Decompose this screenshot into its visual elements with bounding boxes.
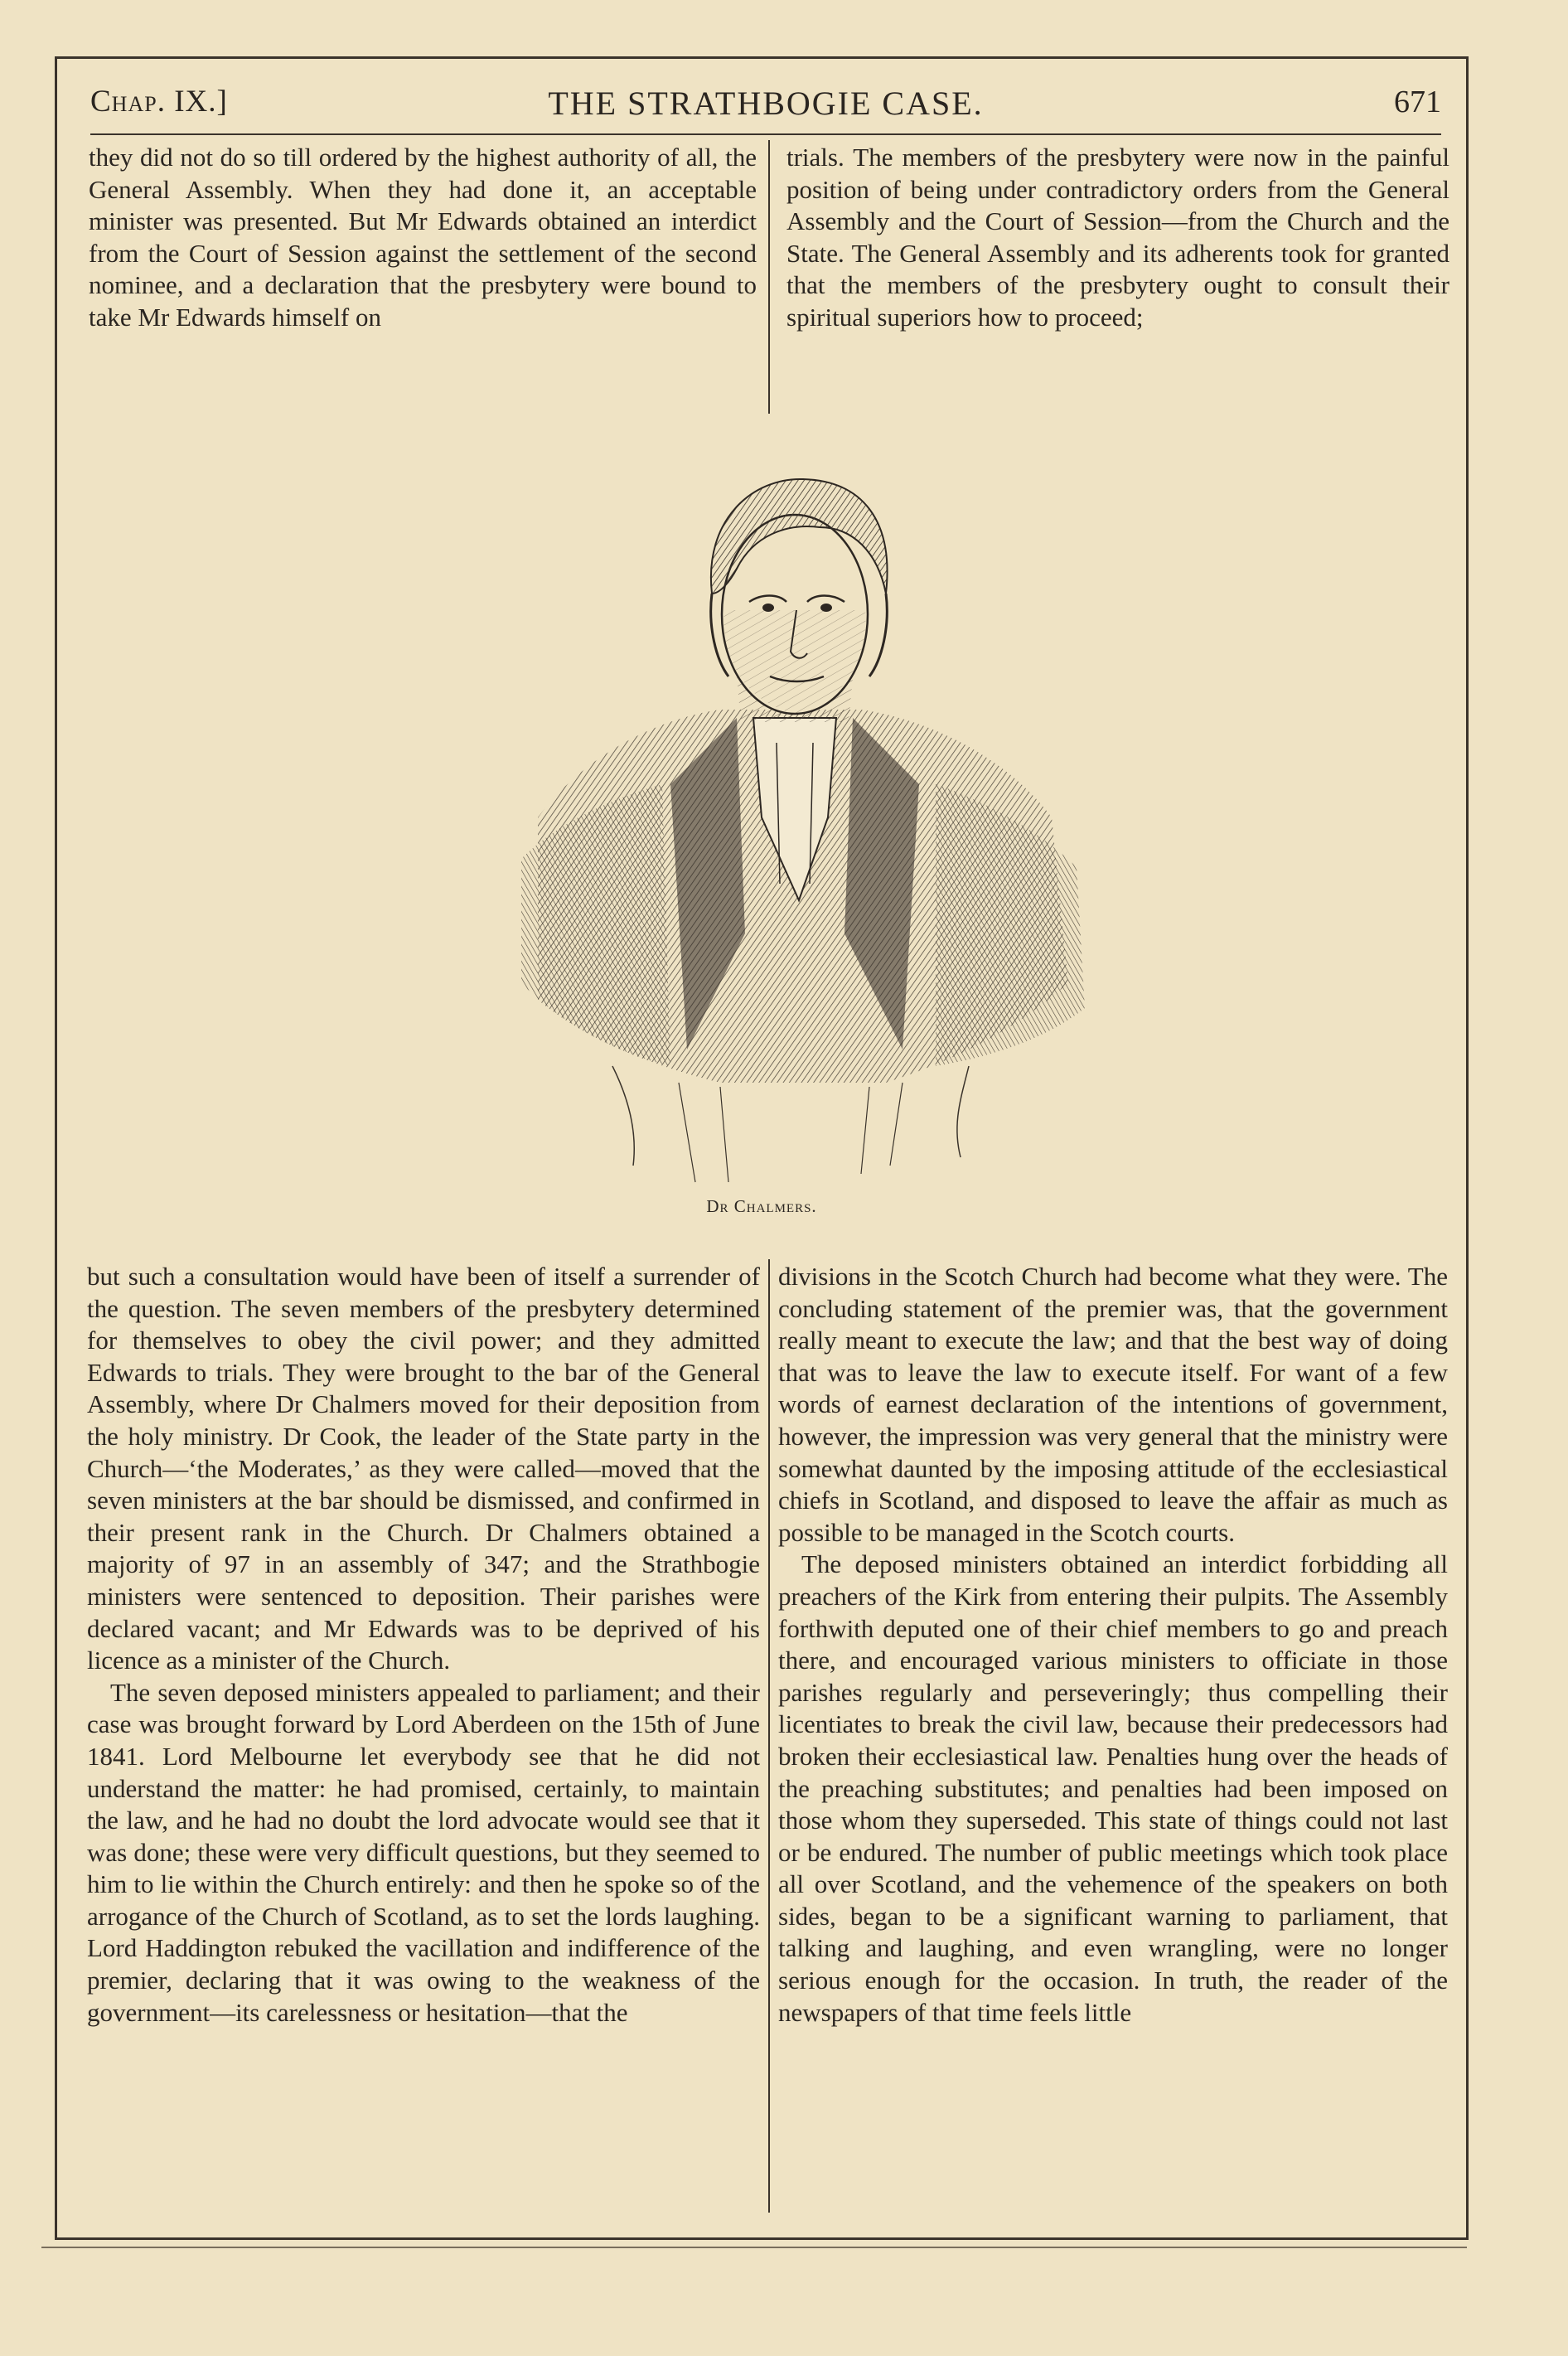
top-left-column	[89, 142, 757, 334]
paragraph: trials. The members of the presbytery were now in the painful position of being under contradictory orders from the General Assembly and the Court of Session—from the Church and the State. The General Assembly and its adherents took for granted that the members of the presbytery ought to consult their spiritual superiors how to proceed;	[786, 143, 1449, 332]
page-title: THE STRATHBOGIE CASE.	[548, 85, 984, 122]
column-divider	[768, 1259, 770, 2213]
column-divider	[768, 140, 770, 414]
paragraph: divisions in the Scotch Church had become what they were. The concluding statement of the premier was, that the government really meant to execute the law; and that the best way of doing that was to leave the law to execute itself. For want of a few words of earnest declaration of the intentions of government, however, the impression was very general that the ministry were somewhat daunted by the imposing attitude of the ecclesiastical chiefs in Scotland, and disposed to leave the affair as much as possible to be managed in the Scotch courts.	[778, 1262, 1448, 1547]
paragraph: but such a consultation would have been of itself a surrender of the question. The seven members of the presbytery determined for themselves to obey the civil power; and they admitted Edwards to trials. They were brought to the bar of the General Assembly, where Dr Chalmers moved for their deposition from the holy ministry. Dr Cook, the leader of the State party in the Church—‘the Moderates,’ as they were called—moved that the seven ministers at the bar should be dismissed, and confirmed in their present rank in the Church. Dr Chalmers obtained a majority of 97 in an assembly of 347; and the Strathbogie ministers were sentenced to deposition. Their parishes were declared vacant; and Mr Edwards was to be deprived of his licence as a minister of the Church.	[87, 1262, 760, 1675]
running-head	[90, 80, 1441, 135]
bottom-left-column	[87, 1261, 760, 2029]
bottom-right-column	[778, 1261, 1448, 2029]
chapter-label: Chap. IX.]	[90, 85, 228, 119]
page-number: 671	[1394, 85, 1441, 119]
figure-caption: Dr Chalmers.	[706, 1196, 817, 1216]
portrait-engraving	[472, 469, 1118, 1215]
paragraph: they did not do so till ordered by the highest authority of all, the General Assembly. When they had done it, an acceptable minister was presented. But Mr Edwards obtained an interdict from the Court of Session against the settlement of the second nominee, and a declaration that the presbytery were bound to take Mr Edwards himself on	[89, 143, 757, 332]
paragraph: The deposed ministers obtained an interdict forbidding all preachers of the Kirk from entering their pulpits. The Assembly forthwith deputed one of their chief members to go and preach there, and encouraged various ministers to officiate in those parishes regularly and perseveringly; thus compelling their licentiates to break the civil law, because their predecessors had broken their ecclesiastical law. Penalties hung over the heads of the preaching substitutes; and penalties had been imposed on those whom they superseded. This state of things could not last or be endured. The number of public meetings which took place all over Scotland, and the vehemence of the speakers on both sides, began to be a significant warning to parliament, that talking and laughing, and even wrangling, were no longer serious enough for the occasion. In truth, the reader of the newspapers of that time feels little	[778, 1549, 1448, 2027]
paragraph: The seven deposed ministers appealed to parliament; and their case was brought forward by Lord Aberdeen on the 15th of June 1841. Lord Melbourne let everybody see that he did not understand the matter: he had promised, certainly, to maintain the law, and he had no doubt the lord advocate would see that it was done; these were very difficult questions, but they seemed to him to lie within the Church entirely: and then he spoke so of the arrogance of the Church of Scotland, as to set the lords laughing. Lord Haddington rebuked the vacillation and indifference of the premier, declaring that it was owing to the weakness of the government—its carelessness or hesitation—that the	[87, 1677, 760, 2027]
top-right-column	[786, 142, 1449, 334]
page-frame	[55, 56, 1469, 2240]
page-bottom-rule	[41, 2247, 1467, 2248]
